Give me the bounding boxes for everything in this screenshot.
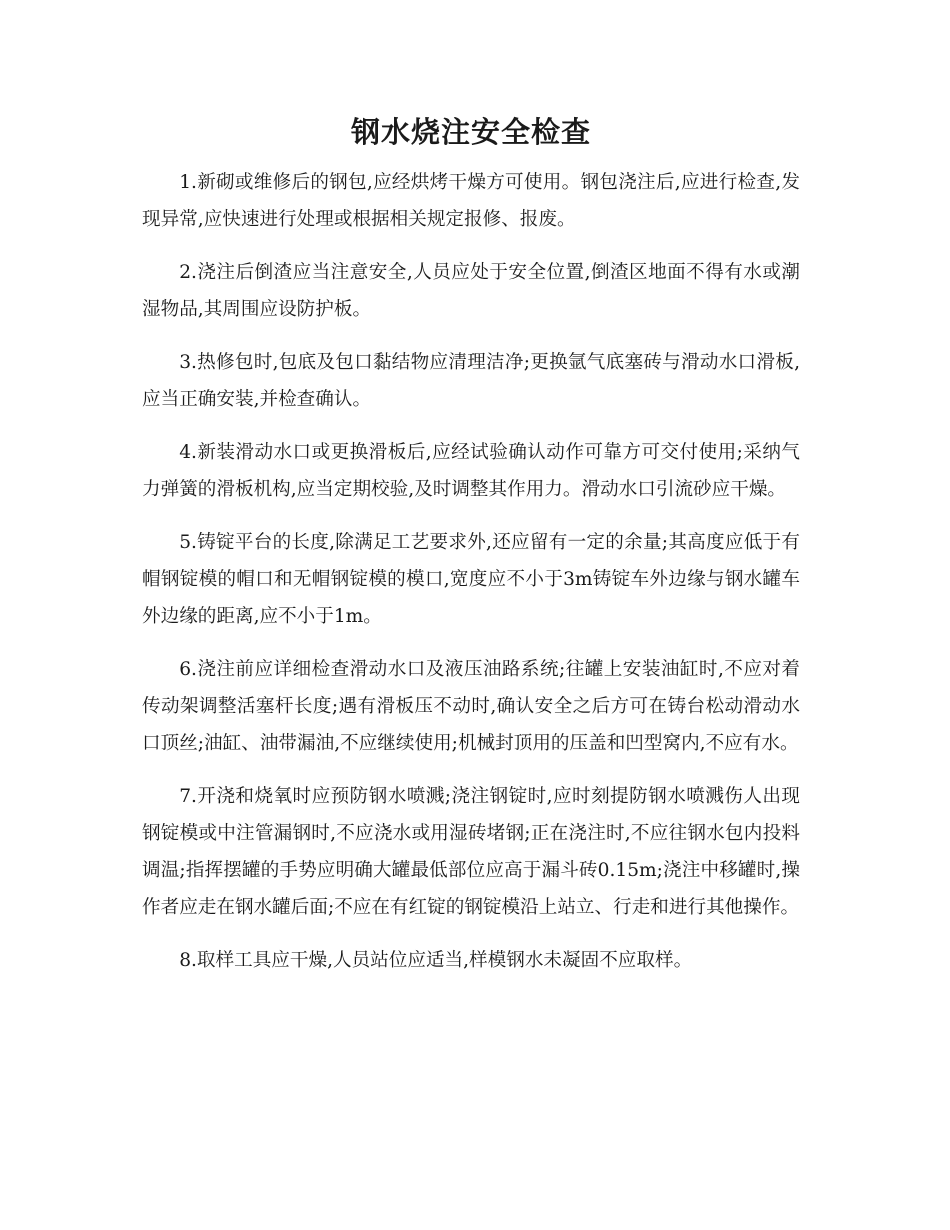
paragraph-6: 6.浇注前应详细检查滑动水口及液压油路系统;往罐上安装油缸时,不应对着传动架调整活塞杆长度;遇有滑板压不动时,确认安全之后方可在铸台松动滑动水口顶丝;油缸、油带漏油,不应继续使用;机械封顶用的压盖和凹型窝内,不应有水。	[142, 659, 800, 754]
paragraph-7: 7.开浇和烧氧时应预防钢水喷溅;浇注钢锭时,应时刻提防钢水喷溅伤人出现钢锭模或中注管漏钢时,不应浇水或用湿砖堵钢;正在浇注时,不应往钢水包内投料调温;指挥摆罐的手势应明确大罐最低部位应高于漏斗砖0.15m;浇注中移罐时,操作者应走在钢水罐后面;不应在有红锭的钢锭模沿上站立、行走和进行其他操作。	[142, 786, 800, 918]
paragraph-3: 3.热修包时,包底及包口黏结物应清理洁净;更换氩气底塞砖与滑动水口滑板,应当正确安装,并检查确认。	[142, 352, 800, 410]
paragraph-4: 4.新装滑动水口或更换滑板后,应经试验确认动作可靠方可交付使用;采纳气力弹簧的滑板机构,应当定期校验,及时调整其作用力。滑动水口引流砂应干燥。	[142, 442, 800, 500]
document-title: 钢水烧注安全检查	[350, 115, 591, 149]
paragraph-5: 5.铸锭平台的长度,除满足工艺要求外,还应留有一定的余量;其高度应低于有帽钢锭模的帽口和无帽钢锭模的模口,宽度应不小于3m铸锭车外边缘与钢水罐车外边缘的距离,应不小于1m。	[142, 532, 800, 627]
paragraph-8: 8.取样工具应干燥,人员站位应适当,样模钢水未凝固不应取样。	[179, 950, 693, 971]
paragraph-1: 1.新砌或维修后的钢包,应经烘烤干燥方可使用。钢包浇注后,应进行检查,发现异常,应快速进行处理或根据相关规定报修、报废。	[142, 172, 800, 230]
paragraph-2: 2.浇注后倒渣应当注意安全,人员应处于安全位置,倒渣区地面不得有水或潮湿物品,其周围应设防护板。	[142, 262, 800, 320]
